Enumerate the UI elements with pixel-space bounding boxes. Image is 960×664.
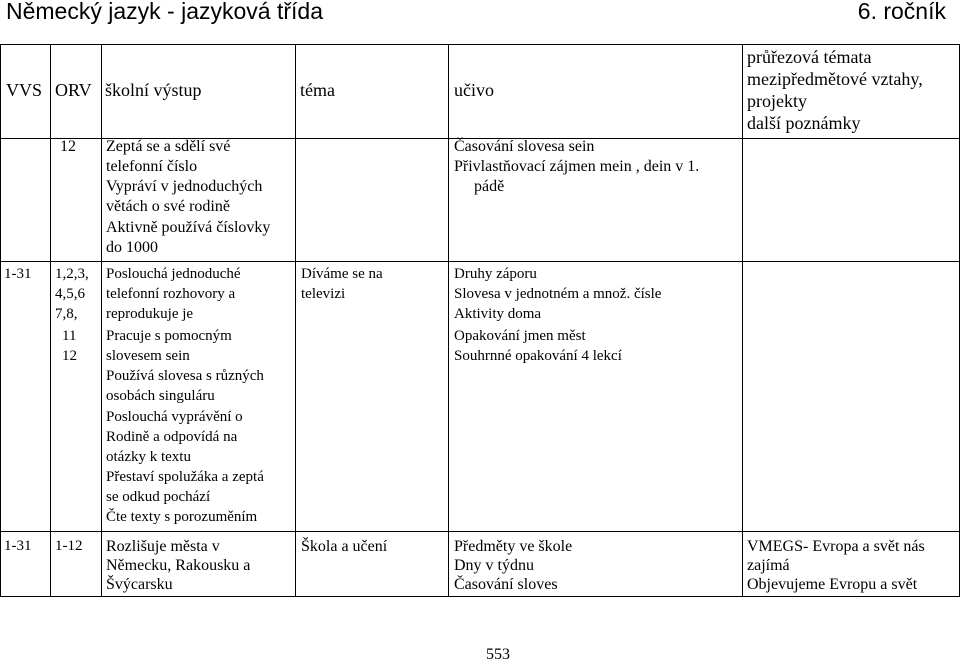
- row2-output-line: Přestaví spolužáka a zeptá: [106, 469, 264, 485]
- row3-notes-line: Objevujeme Evropu a svět: [747, 576, 918, 593]
- row2-output-line: Používá slovesa s různých: [106, 368, 264, 384]
- col-border-3: [295, 44, 296, 597]
- row1-output-line: telefonní číslo: [106, 158, 198, 175]
- row3-output-line: Německu, Rakousku a: [106, 557, 251, 574]
- row-divider-1: [0, 261, 960, 262]
- page-number: 553: [486, 646, 510, 663]
- row3-curriculum-line: Předměty ve škole: [454, 538, 573, 555]
- row1-curriculum-line: pádě: [474, 178, 505, 195]
- col-border-5: [742, 44, 743, 597]
- row3-curriculum-line: Dny v týdnu: [454, 557, 534, 574]
- col-border-0: [0, 44, 1, 597]
- row2-orv-line: 1,2,3,: [55, 266, 89, 282]
- row2-output-line: Rodině a odpovídá na: [106, 429, 238, 445]
- row3-topic: Škola a učení: [301, 538, 388, 555]
- col-header-topic: téma: [300, 80, 335, 100]
- row1-curriculum-line: Přivlastňovací zájmen mein , dein v 1.: [454, 158, 700, 175]
- row1-output-line: Zeptá se a sdělí své: [106, 138, 231, 155]
- col-header-orv: ORV: [55, 80, 92, 100]
- col-header-output: školní výstup: [105, 80, 202, 100]
- row3-vvs: 1-31: [4, 538, 32, 554]
- row3-curriculum-line: Časování sloves: [454, 576, 558, 593]
- col-header-vvs: VVS: [6, 80, 43, 100]
- table-top-border: [0, 44, 960, 45]
- row3-notes-line: VMEGS- Evropa a svět nás: [747, 538, 925, 555]
- row2-orv-line: 7,8,: [55, 306, 78, 322]
- col-header-notes-3: projekty: [747, 91, 807, 111]
- col-border-2: [101, 44, 102, 597]
- row2-output-line: Poslouchá vyprávění o: [106, 409, 243, 425]
- col-border-4: [448, 44, 449, 597]
- col-header-notes-4: další poznámky: [747, 113, 861, 133]
- col-border-1: [50, 44, 51, 597]
- row1-curriculum-line: Časování slovesa sein: [454, 138, 595, 155]
- row1-output-line: do 1000: [106, 239, 158, 256]
- row2-output-line: telefonní rozhovory a: [106, 286, 236, 302]
- row2-curriculum-line: Aktivity doma: [454, 306, 542, 322]
- row3-output-line: Rozlišuje města v: [106, 538, 220, 555]
- row2-topic-line: televizi: [301, 286, 346, 302]
- col-header-notes-2: mezipředmětové vztahy,: [747, 69, 923, 89]
- row1-output-line: Vypráví v jednoduchých: [106, 178, 263, 195]
- row2-orv-line: 11: [62, 328, 77, 344]
- row2-output-line: Čte texty s porozuměním: [106, 509, 258, 525]
- row2-output-line: se odkud pochází: [106, 489, 211, 505]
- grade-label: 6. ročník: [857, 0, 946, 24]
- row1-output-line: větách o své rodině: [106, 198, 230, 215]
- row2-curriculum-line: Druhy záporu: [454, 266, 537, 282]
- row2-output-line: osobách singuláru: [106, 388, 215, 404]
- row-divider-2: [0, 531, 960, 532]
- row2-orv-line: 4,5,6: [55, 286, 85, 302]
- row2-output-line: reprodukuje je: [106, 306, 194, 322]
- row2-orv-line: 12: [62, 348, 77, 364]
- row2-topic-line: Díváme se na: [301, 266, 383, 282]
- row2-curriculum-line: Opakování jmen měst: [454, 328, 586, 344]
- row3-output-line: Švýcarsku: [106, 576, 173, 593]
- row2-vvs: 1-31: [4, 266, 32, 282]
- row3-orv: 1-12: [55, 538, 83, 554]
- row1-output-line: Aktivně používá číslovky: [106, 219, 271, 236]
- document-title: Německý jazyk - jazyková třída: [6, 0, 323, 24]
- row2-output-line: otázky k textu: [106, 449, 191, 465]
- table-bottom-border: [0, 596, 960, 597]
- row1-orv: 12: [60, 138, 76, 155]
- row2-curriculum-line: Souhrnné opakování 4 lekcí: [454, 348, 622, 364]
- row3-notes-line: zajímá: [747, 557, 790, 574]
- row2-output-line: slovesem sein: [106, 348, 190, 364]
- row2-output-line: Poslouchá jednoduché: [106, 266, 241, 282]
- row2-curriculum-line: Slovesa v jednotném a množ. čísle: [454, 286, 662, 302]
- row2-output-line: Pracuje s pomocným: [106, 328, 232, 344]
- col-header-notes-1: průřezová témata: [747, 47, 872, 67]
- col-header-curriculum: učivo: [454, 80, 494, 100]
